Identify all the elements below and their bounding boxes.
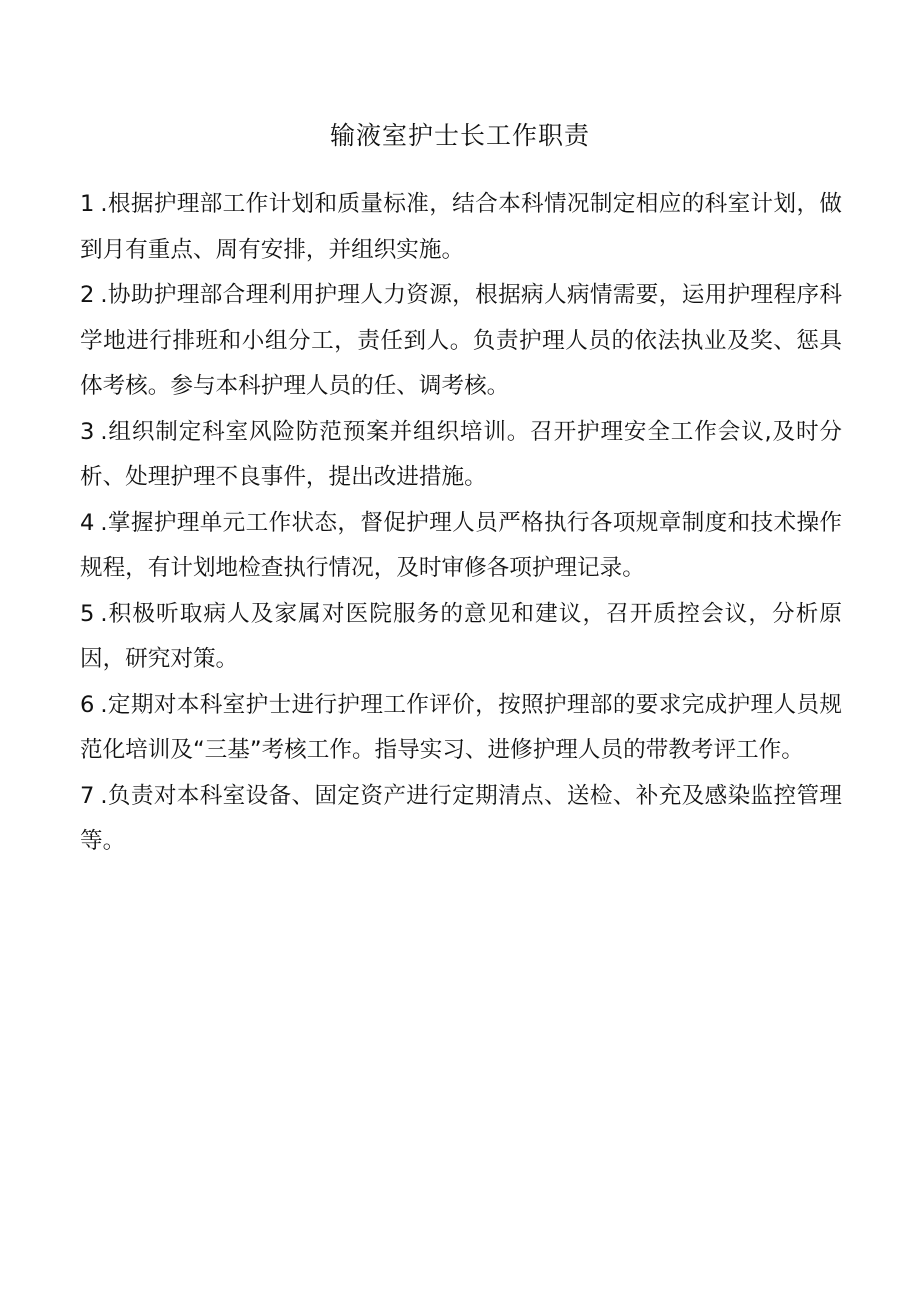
duty-item-number: 4: [80, 509, 95, 536]
duty-item-text: .负责对本科室设备、固定资产进行定期清点、送检、补充及感染监控管理等。: [80, 782, 842, 854]
duty-item-number: 2: [80, 282, 95, 308]
duty-item-number: 1: [80, 191, 95, 217]
duty-item-text: .定期对本科室护士进行护理工作评价，按照护理部的要求完成护理人员规范化培训及“三基”考核工作。指导实习、进修护理人员的带教考评工作。: [80, 691, 842, 763]
duty-item-6: [80, 683, 842, 774]
duty-item-text: .根据护理部工作计划和质量标准，结合本科情况制定相应的科室计划，做到月有重点、周有安排，并组织实施。: [80, 191, 842, 263]
duty-item-text: .协助护理部合理利用护理人力资源，根据病人病情需要，运用护理程序科学地进行排班和小组分工，责任到人。负责护理人员的依法执业及奖、惩具体考核。参与本科护理人员的任、调考核。: [80, 282, 842, 399]
duty-list: [80, 182, 842, 865]
duty-item-1: [80, 182, 842, 273]
duty-item-text: .组织制定科室风险防范预案并组织培训。召开护理安全工作会议,及时分析、处理护理不良事件，提出改进措施。: [80, 418, 842, 490]
duty-item-text: .掌握护理单元工作状态，督促护理人员严格执行各项规章制度和技术操作规程，有计划地检查执行情况，及时审修各项护理记录。: [80, 509, 842, 581]
document-title: 输液室护士长工作职责: [329, 121, 590, 150]
duty-item-2: [80, 273, 842, 410]
duty-item-number: 3: [80, 418, 95, 445]
duty-item-number: 5: [80, 600, 95, 627]
duty-item-number: 6: [80, 691, 95, 718]
duty-item-7: [80, 774, 842, 865]
duty-item-text: .积极听取病人及家属对医院服务的意见和建议，召开质控会议，分析原因，研究对策。: [80, 600, 842, 672]
duty-item-5: [80, 592, 842, 683]
duty-item-4: [80, 501, 842, 592]
duty-item-3: [80, 410, 842, 501]
duty-item-number: 7: [80, 782, 95, 809]
